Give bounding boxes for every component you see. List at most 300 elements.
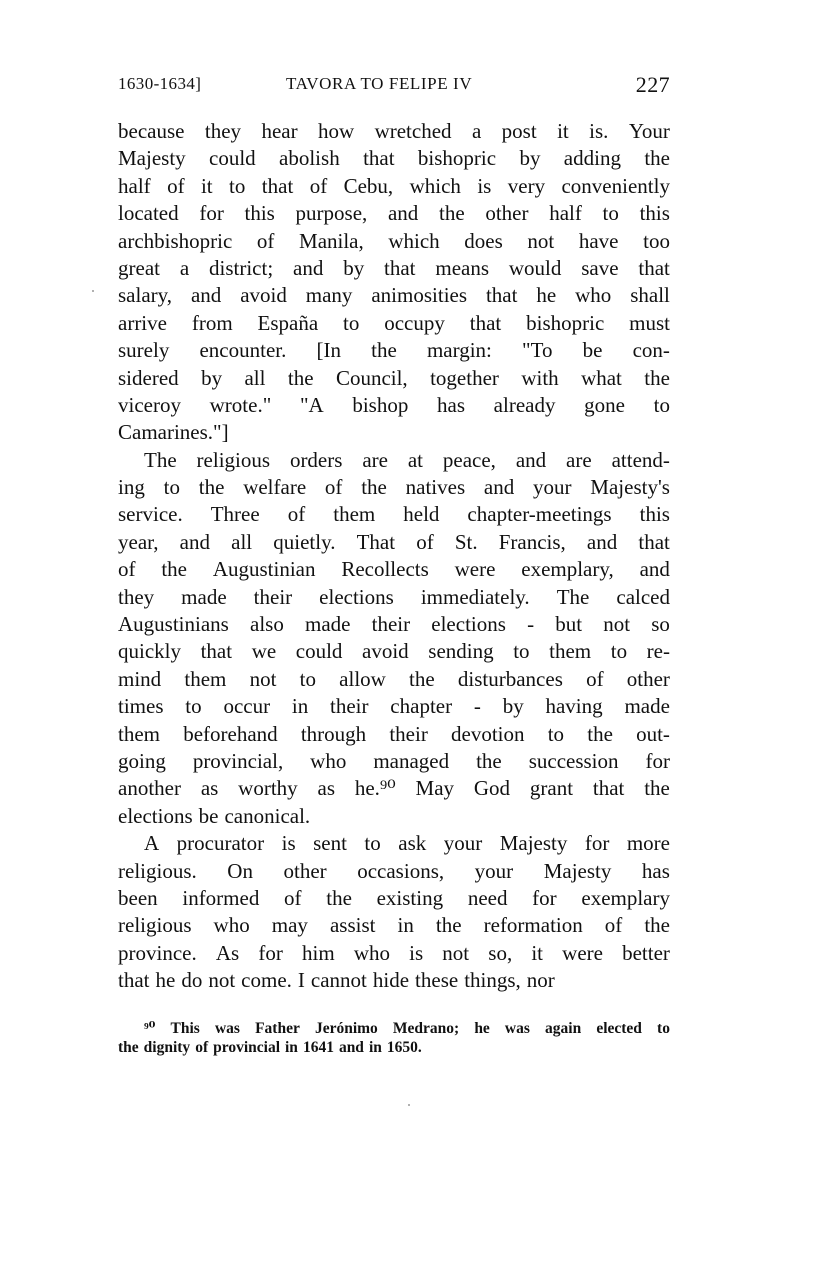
word: to <box>185 694 202 719</box>
word: España <box>257 310 319 335</box>
word: to <box>299 666 316 691</box>
word: sent <box>313 831 347 856</box>
word: as <box>200 776 219 801</box>
word: and <box>387 201 419 226</box>
text-line <box>118 721 670 748</box>
word: that <box>200 639 233 664</box>
word: of <box>586 666 604 691</box>
text-line <box>118 885 670 912</box>
word: which <box>388 228 440 253</box>
word: re- <box>646 639 670 664</box>
text-line <box>118 118 670 145</box>
word: sending <box>428 639 494 664</box>
word: purpose, <box>295 201 368 226</box>
word: many <box>305 283 353 308</box>
text-line <box>118 556 670 583</box>
word: provincial, <box>192 748 284 773</box>
word: to <box>343 310 360 335</box>
footnote-word: This <box>170 1020 200 1037</box>
word: located <box>118 201 179 226</box>
word: of <box>256 228 275 253</box>
word: this <box>639 201 670 226</box>
text-line <box>118 666 670 693</box>
word: Council, <box>335 365 408 390</box>
word: your <box>474 858 514 883</box>
footnote-word: Father <box>255 1020 300 1037</box>
word: out- <box>636 721 670 746</box>
word: going <box>118 748 166 773</box>
word: to <box>610 639 628 664</box>
word: sidered <box>118 365 179 390</box>
word: by <box>502 694 524 719</box>
word: the <box>161 557 187 582</box>
word: margin: <box>426 338 492 363</box>
word: That <box>356 529 396 554</box>
word: already <box>493 392 556 417</box>
word: great <box>118 255 160 280</box>
word: hide <box>372 968 410 993</box>
word: the <box>644 776 670 801</box>
word: the <box>409 666 435 691</box>
footnote-line <box>118 1019 670 1038</box>
word: for <box>584 831 610 856</box>
word: is <box>281 831 296 856</box>
word: and <box>586 529 618 554</box>
footnote-word: in <box>285 1039 298 1056</box>
word: not <box>208 968 236 993</box>
word: adding <box>563 146 621 171</box>
word: God <box>473 776 511 801</box>
word: by <box>343 255 365 280</box>
word: their <box>389 721 428 746</box>
word: and <box>483 475 515 500</box>
word: nor <box>526 968 555 993</box>
word: orders <box>289 447 343 472</box>
word: province. <box>118 940 197 965</box>
word: occupy <box>384 310 445 335</box>
word: very <box>507 173 546 198</box>
word: informed <box>182 885 260 910</box>
text-line <box>118 830 670 857</box>
word: it <box>531 940 544 965</box>
word: bishopric <box>417 146 497 171</box>
word: the <box>587 721 613 746</box>
scan-speck <box>92 290 94 292</box>
word: to <box>602 201 619 226</box>
word: that <box>592 776 625 801</box>
word: having <box>545 694 603 719</box>
scan-speck <box>408 1104 410 1106</box>
word: "To <box>522 338 553 363</box>
text-line <box>118 228 670 255</box>
word: at <box>407 447 423 472</box>
word: made <box>304 612 351 637</box>
word: beforehand <box>183 721 278 746</box>
word: has <box>437 392 466 417</box>
text-line <box>118 419 670 446</box>
word: is <box>477 173 492 198</box>
word: they <box>204 119 242 143</box>
word: them <box>333 502 376 527</box>
word: existing <box>376 885 444 910</box>
word: that <box>118 968 150 993</box>
word: with <box>521 365 559 390</box>
word: for <box>532 885 557 910</box>
word: wretched <box>374 119 452 143</box>
word: devotion <box>451 721 525 746</box>
word: that <box>384 255 416 280</box>
text-line <box>118 282 670 309</box>
footnote-word: he <box>474 1020 490 1037</box>
word: mind <box>118 666 162 691</box>
word: cannot <box>310 968 367 993</box>
word: encounter. <box>199 338 287 363</box>
word: do <box>181 968 203 993</box>
word: them <box>118 721 160 746</box>
word: are <box>566 447 592 472</box>
word: On <box>227 858 253 883</box>
word: viceroy <box>118 392 181 417</box>
footnote-word: again <box>545 1020 582 1037</box>
word: and <box>190 283 222 308</box>
word: the <box>198 475 225 500</box>
word: ask <box>398 831 427 856</box>
word: also <box>250 612 284 637</box>
word: Majesty <box>118 146 186 171</box>
word: Your <box>628 119 670 143</box>
word: procurator <box>176 831 265 856</box>
word: must <box>629 310 670 335</box>
running-head-title: TAVORA TO FELIPE IV <box>286 74 473 93</box>
word: means <box>435 255 490 280</box>
word: elections <box>319 584 394 609</box>
word: because <box>118 119 185 143</box>
word: been <box>118 885 158 910</box>
word: him <box>302 940 335 965</box>
word: exemplary, <box>521 557 614 582</box>
footnote-word: to <box>657 1020 670 1037</box>
word: allow <box>339 666 386 691</box>
word: - <box>527 612 535 637</box>
text-line <box>118 337 670 364</box>
word: conveniently <box>561 173 670 198</box>
running-head-years: 1630-1634] <box>118 74 202 93</box>
text-line <box>118 638 670 665</box>
word: Cebu, <box>343 173 394 198</box>
word: is. <box>589 119 609 143</box>
word: A <box>144 831 160 856</box>
text-line <box>118 803 670 830</box>
word: so <box>651 612 670 637</box>
word: The <box>556 584 590 609</box>
word: worthy <box>238 776 298 801</box>
word: not <box>249 666 277 691</box>
word: the <box>439 201 465 226</box>
word: district; <box>209 255 274 280</box>
word: attend- <box>611 447 670 472</box>
word: Camarines."] <box>118 420 229 445</box>
word: be <box>198 803 219 828</box>
word: what <box>581 365 622 390</box>
word: them <box>184 666 227 691</box>
footnote-word: Medrano; <box>392 1020 460 1037</box>
word: surely <box>118 338 170 363</box>
word: which <box>409 173 461 198</box>
word: other <box>283 858 327 883</box>
word: As <box>215 940 240 965</box>
text-line <box>118 775 670 802</box>
word: salary, <box>118 283 173 308</box>
word: bishop <box>352 392 409 417</box>
word: arrive <box>118 310 167 335</box>
word: he <box>536 283 557 308</box>
word: archbishopric <box>118 228 233 253</box>
word: from <box>191 310 233 335</box>
word: more <box>626 831 670 856</box>
word: these <box>415 968 459 993</box>
word: through <box>300 721 367 746</box>
word: reformation <box>483 913 583 938</box>
text-line <box>118 474 670 501</box>
word: to <box>163 475 180 500</box>
word: too <box>643 228 670 253</box>
word: Recollects <box>341 557 429 582</box>
word: could <box>295 639 343 664</box>
text-line <box>118 145 670 172</box>
word: the <box>644 146 670 171</box>
text-line <box>118 200 670 227</box>
word: could <box>209 146 256 171</box>
text-line <box>118 858 670 885</box>
word: this <box>244 201 275 226</box>
word: bishopric <box>526 310 605 335</box>
word: Majesty <box>543 858 612 883</box>
word: to <box>364 831 381 856</box>
text-line <box>118 912 670 939</box>
word: chapter-meetings <box>467 502 612 527</box>
body-text <box>118 118 670 995</box>
word: need <box>467 885 508 910</box>
word: shall <box>630 283 670 308</box>
word: of <box>118 557 136 582</box>
text-line <box>118 529 670 556</box>
word: to <box>653 392 670 417</box>
word: service. <box>118 502 183 527</box>
word: the <box>644 913 670 938</box>
word: con- <box>632 338 670 363</box>
word: of <box>287 502 306 527</box>
word: your <box>533 475 572 500</box>
word: ing <box>118 475 145 500</box>
word: of <box>604 913 623 938</box>
word: hear <box>261 119 298 143</box>
footnote <box>118 1019 670 1057</box>
word: and <box>515 447 547 472</box>
word: not <box>442 940 470 965</box>
footnote-word: was <box>214 1020 240 1037</box>
word: to <box>547 721 565 746</box>
text-line <box>118 447 670 474</box>
word: by <box>519 146 541 171</box>
word: - <box>473 694 481 719</box>
text-line <box>118 584 670 611</box>
word: he.⁹⁰ <box>354 776 396 801</box>
text-line <box>118 501 670 528</box>
word: be <box>582 338 603 363</box>
word: were <box>454 557 496 582</box>
text-line <box>118 748 670 775</box>
text-line <box>118 255 670 282</box>
word: quickly <box>118 639 181 664</box>
word: their <box>330 694 369 719</box>
word: made <box>624 694 670 719</box>
word: half <box>549 201 582 226</box>
word: year, <box>118 529 159 554</box>
word: elections <box>118 803 193 828</box>
word: occasions, <box>357 858 445 883</box>
text-line <box>118 365 670 392</box>
word: chapter <box>390 694 453 719</box>
word: natives <box>405 475 466 500</box>
word: avoid <box>362 639 409 664</box>
word: their <box>253 584 293 609</box>
word: of <box>416 529 434 554</box>
word: so, <box>488 940 513 965</box>
word: the <box>371 338 397 363</box>
footnote-line <box>118 1038 670 1057</box>
footnote-word: ⁹⁰ <box>144 1020 156 1037</box>
word: to <box>229 173 246 198</box>
word: occur <box>223 694 271 719</box>
word: we <box>251 639 277 664</box>
word: Majesty <box>499 831 568 856</box>
word: for <box>258 940 283 965</box>
word: Augustinian <box>212 557 316 582</box>
word: does <box>464 228 503 253</box>
word: who <box>575 283 612 308</box>
footnote-word: of <box>195 1039 209 1056</box>
word: religious <box>196 447 271 472</box>
word: religious <box>118 913 192 938</box>
word: they <box>118 584 155 609</box>
text-line <box>118 693 670 720</box>
word: May <box>415 776 455 801</box>
word: that <box>485 283 518 308</box>
word: other <box>626 666 670 691</box>
word: things, <box>464 968 521 993</box>
word: I <box>297 968 305 993</box>
word: made <box>181 584 227 609</box>
footnote-word: Jerónimo <box>314 1020 378 1037</box>
word: together <box>430 365 499 390</box>
word: the <box>361 475 387 500</box>
word: for <box>199 201 224 226</box>
word: other <box>485 201 529 226</box>
word: succession <box>528 748 619 773</box>
word: how <box>317 119 355 143</box>
word: of <box>284 885 302 910</box>
word: immediately. <box>420 584 530 609</box>
word: that <box>261 173 294 198</box>
word: abolish <box>279 146 340 171</box>
word: canonical. <box>224 803 311 828</box>
word: by <box>201 365 223 390</box>
text-line <box>118 611 670 638</box>
word: post <box>501 119 537 143</box>
word: were <box>562 940 603 965</box>
word: held <box>403 502 440 527</box>
word: that <box>638 255 670 280</box>
word: may <box>271 913 308 938</box>
word: welfare <box>243 475 307 500</box>
word: come. <box>241 968 292 993</box>
word: in <box>397 913 414 938</box>
word: who <box>213 913 250 938</box>
word: but <box>555 612 583 637</box>
running-head <box>118 72 670 102</box>
word: St. <box>454 529 478 554</box>
word: managed <box>373 748 450 773</box>
word: the <box>435 913 462 938</box>
word: would <box>508 255 562 280</box>
word: and <box>293 255 324 280</box>
text-line <box>118 967 670 994</box>
word: better <box>622 940 670 965</box>
word: the <box>326 885 352 910</box>
footnote-word: provincial <box>213 1039 280 1056</box>
word: half <box>118 173 151 198</box>
word: this <box>639 502 670 527</box>
word: have <box>578 228 619 253</box>
footnote-word: 1650. <box>386 1039 422 1056</box>
text-line <box>118 310 670 337</box>
word: as <box>317 776 336 801</box>
footnote-word: dignity <box>143 1039 191 1056</box>
word: has <box>641 858 670 883</box>
word: in <box>291 694 309 719</box>
word: disturbances <box>457 666 563 691</box>
word: Augustinians <box>118 612 229 637</box>
word: a <box>179 255 190 280</box>
word: religious. <box>118 858 197 883</box>
word: wrote." <box>209 392 272 417</box>
word: of <box>167 173 185 198</box>
word: not <box>603 612 631 637</box>
word: he <box>155 968 176 993</box>
word: "A <box>299 392 324 417</box>
word: The <box>144 447 177 472</box>
word: who <box>310 748 347 773</box>
word: Manila, <box>299 228 364 253</box>
word: them <box>549 639 592 664</box>
word: elections <box>431 612 506 637</box>
word: the <box>287 365 314 390</box>
word: [In <box>316 338 341 363</box>
word: Majesty's <box>590 475 670 500</box>
footnote-word: the <box>118 1039 139 1056</box>
footnote-word: elected <box>596 1020 642 1037</box>
word: to <box>513 639 530 664</box>
text-line <box>118 392 670 419</box>
word: that <box>469 310 502 335</box>
word: Three <box>210 502 260 527</box>
word: grant <box>529 776 574 801</box>
word: your <box>443 831 483 856</box>
word: that <box>638 529 670 554</box>
word: Francis, <box>498 529 566 554</box>
footnote-word: was <box>504 1020 530 1037</box>
word: calced <box>616 584 670 609</box>
